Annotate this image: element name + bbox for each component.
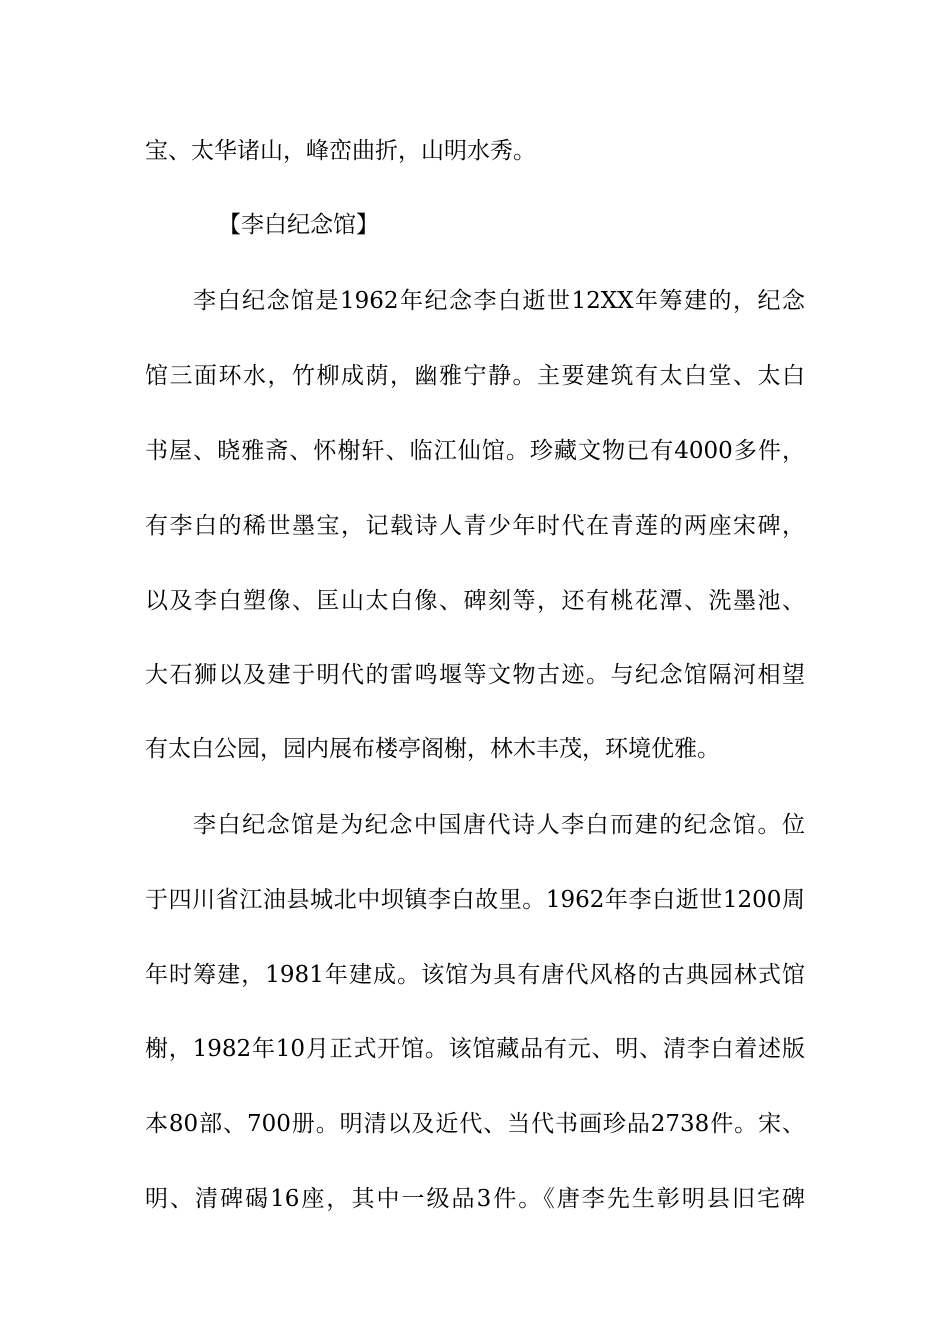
text-line: 有太白公园，园内展布楼亭阁榭，林木丰茂，环境优雅。 [145, 736, 720, 762]
text-line: 有李白的稀世墨宝，记载诗人青少年时代在青莲的两座宋碑， [145, 513, 805, 539]
text-line: 大石狮以及建于明代的雷鸣堰等文物古迹。与纪念馆隔河相望 [145, 662, 805, 688]
text-line: 于四川省江油县城北中坝镇李白故里。1962年李白逝世1200周 [145, 887, 805, 913]
text-line: 李白纪念馆是1962年纪念李白逝世12XX年筹建的，纪念 [193, 288, 805, 314]
text-line: 宝、太华诸山，峰峦曲折，山明水秀。 [145, 138, 536, 164]
text-line: 李白纪念馆是为纪念中国唐代诗人李白而建的纪念馆。位 [193, 812, 805, 838]
text-line: 书屋、晓雅斋、怀榭轩、临江仙馆。珍藏文物已有4000多件， [145, 438, 805, 464]
text-line: 年时筹建，1981年建成。该馆为具有唐代风格的古典园林式馆 [145, 962, 805, 988]
text-line: 榭，1982年10月正式开馆。该馆藏品有元、明、清李白着述版 [145, 1036, 805, 1062]
section-heading: 【李白纪念馆】 [218, 212, 379, 238]
text-line: 明、清碑碣16座，其中一级品3件。《唐李先生彰明县旧宅碑 [145, 1186, 805, 1212]
text-line: 本80部、700册。明清以及近代、当代书画珍品2738件。宋、 [145, 1111, 805, 1137]
text-line: 以及李白塑像、匡山太白像、碑刻等，还有桃花潭、洗墨池、 [145, 588, 805, 614]
text-line: 馆三面环水，竹柳成荫，幽雅宁静。主要建筑有太白堂、太白 [145, 363, 805, 389]
